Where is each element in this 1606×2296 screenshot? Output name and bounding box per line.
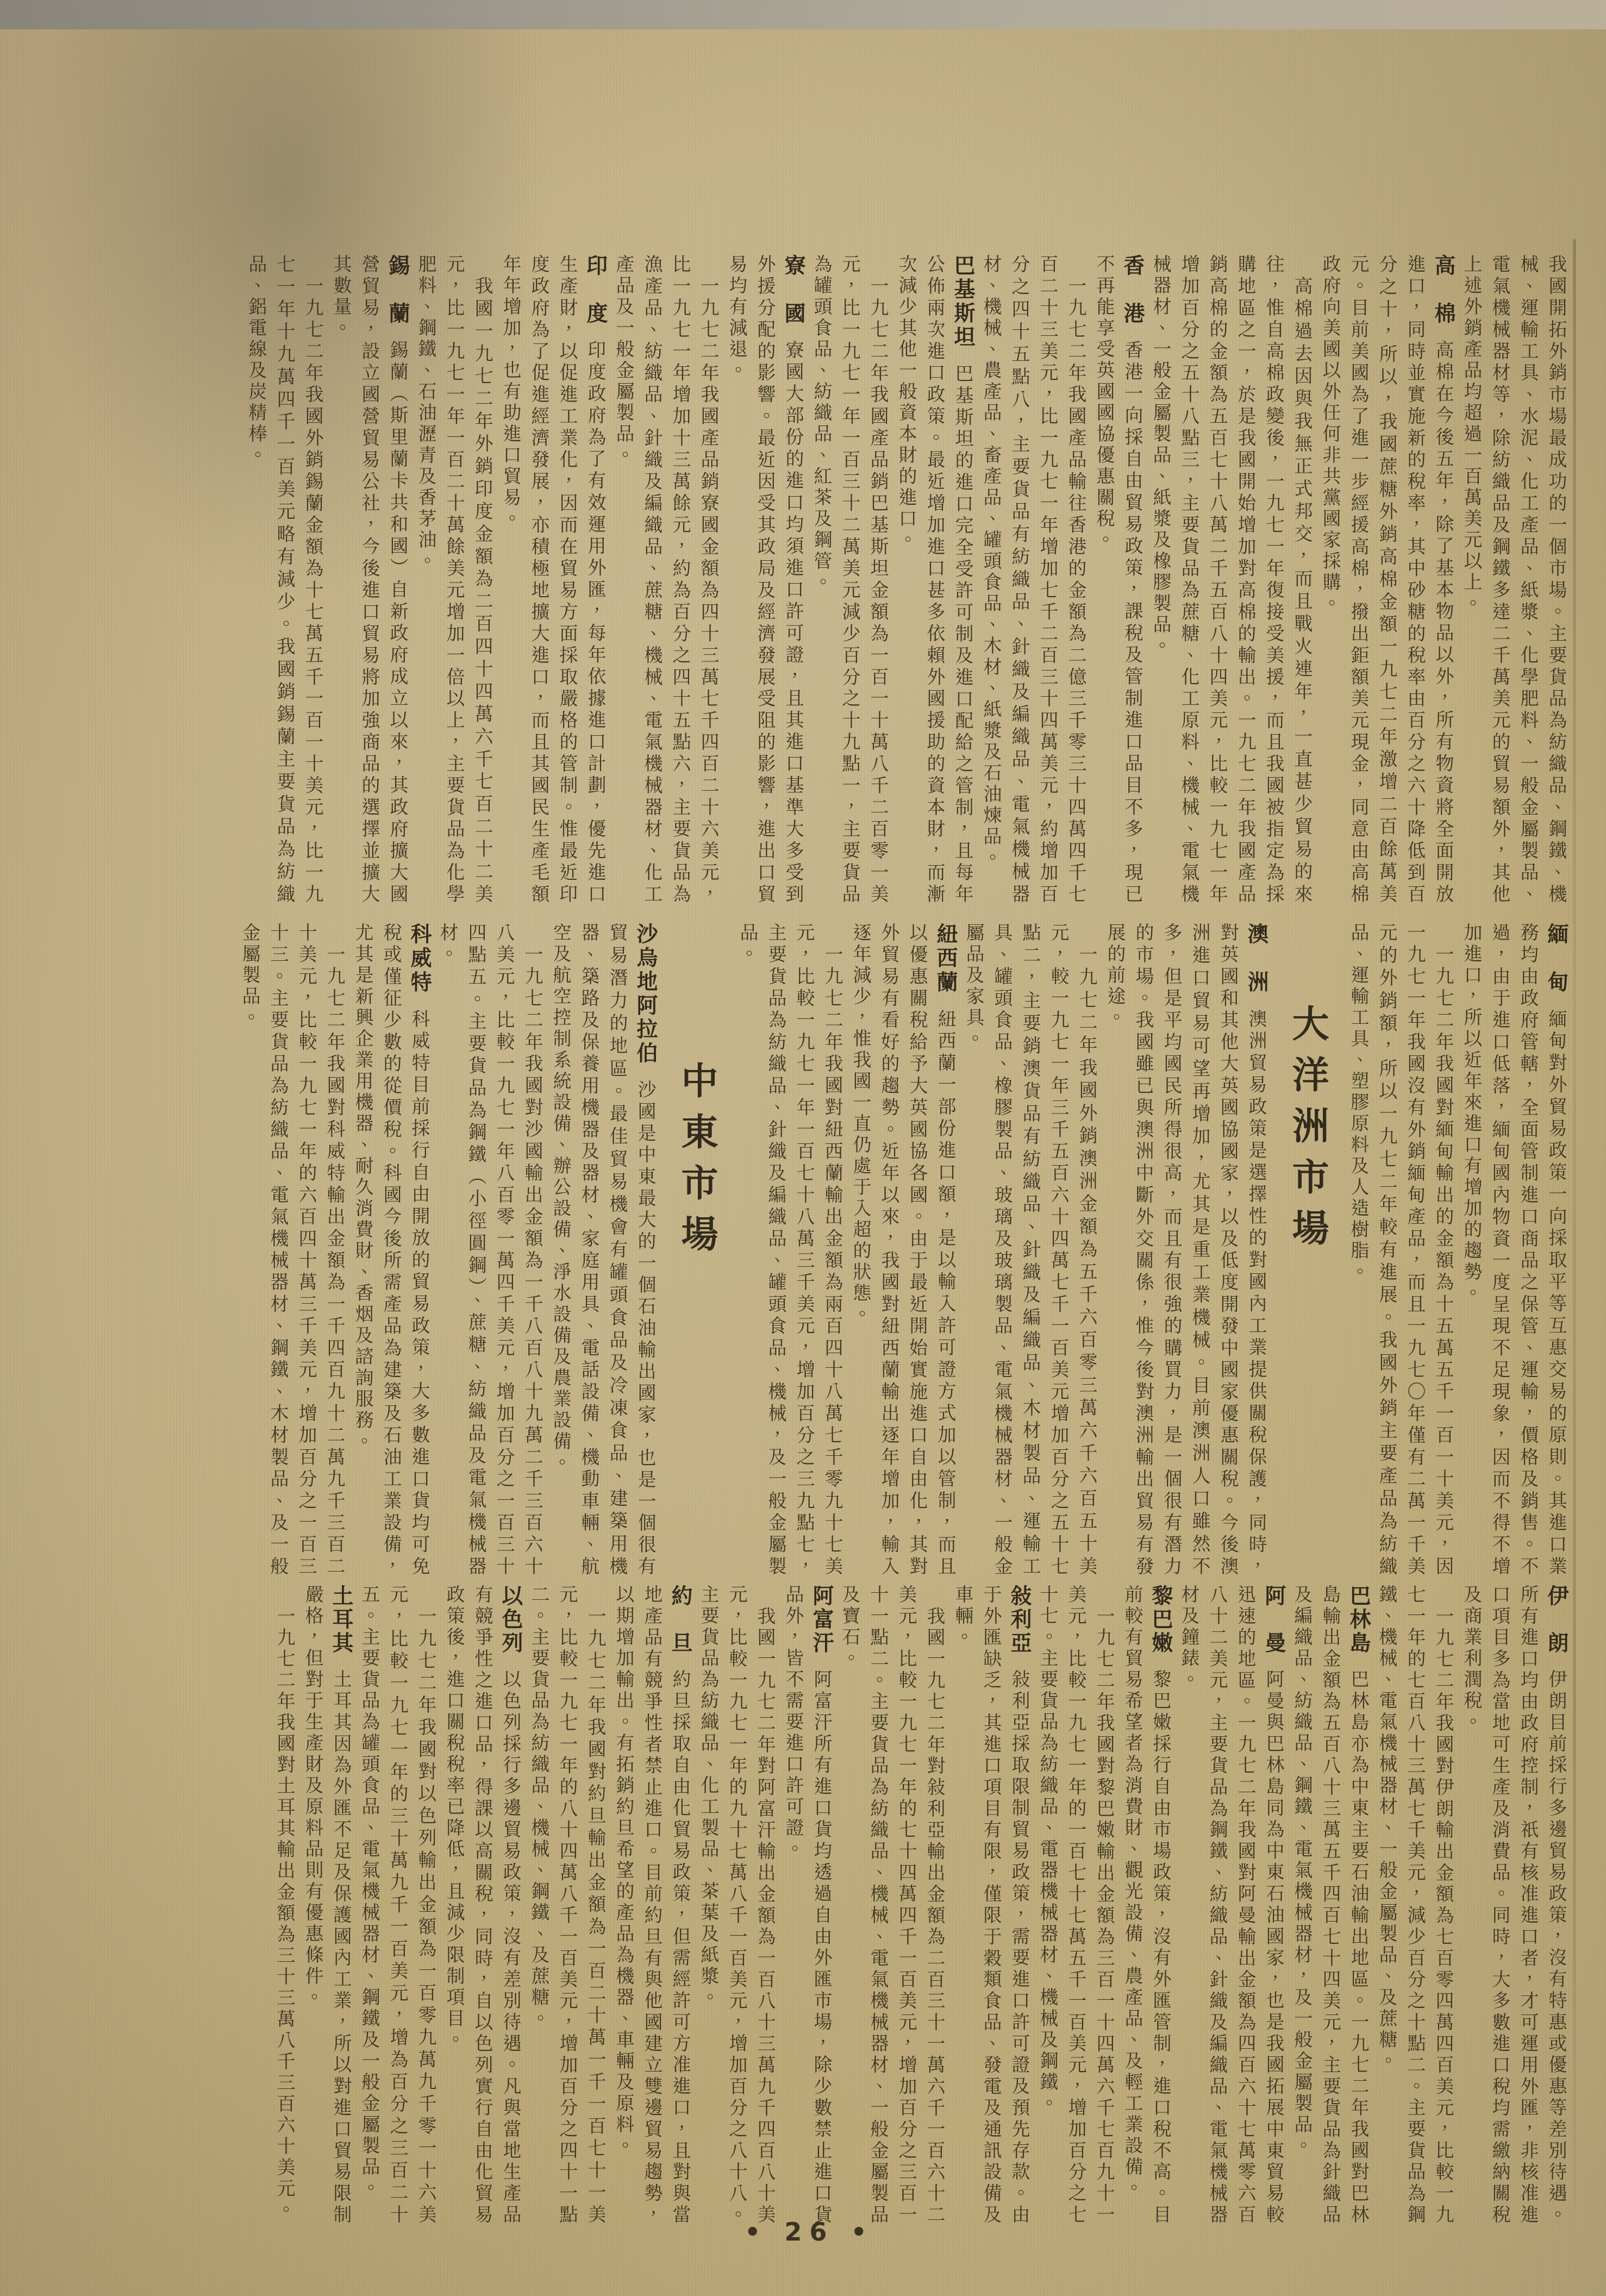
section-heading-oceania-market: 大洋洲市場 <box>1286 1004 1329 1260</box>
article-text: 科威特目前採行自由開放的貿易政策，大多數進口貨均可免稅或僅征少數的從價稅。科國今後所需產品為建築及石油工業設備，尤其是新興企業用機器、耐久消費財、香烟及諮詢服務。 <box>352 923 430 1578</box>
article-text: 澳洲貿易政策是選擇性的對國內工業提供關稅保護，同時，對英國和其他大英國協國家，以及低度開發中國家優惠關稅。今後澳洲進口貿易可望再增加，尤其是重工業機械。目前澳洲人口雖然不多，但是平均國民所得很高，而且有很強的購買力，是一個很有潛力的市場。我國雖已與澳洲中斷外交關係，惟今後對澳洲輸出貿易有發展的前途。 <box>1104 923 1267 1578</box>
country-heading-jordan: 約 旦 <box>668 1585 692 1656</box>
article-pakistan-p2: 一九七二年我國產品銷巴基斯坦金額為一百一十萬八千二百零一美元，比一九七一年一百三十二萬美元減少百分之十九點一，主要貨品為罐頭食品、紡織品、紅茶及鋼管。 <box>810 254 889 905</box>
country-heading-bahrain: 巴林島 <box>1346 1585 1371 1656</box>
article-syria <box>948 1585 1033 2226</box>
article-israel-p2: 一九七二年我國對以色列輸出金額為一百零九萬九千零一十六美元，比較一九七一年的三十萬九千一百美元，增為百分之三百二十五。主要貨品為罐頭食品、電氣機械器材、鋼鐵及一般金屬製品。 <box>358 1585 436 2226</box>
article-afghanistan-p2: 我國一九七二年對阿富汗輸出金額為一百八十三萬九千四百八十美元，比較一九七一年的九十七萬八千一百美元，增加百分之八十八。主要貨品為紡織品、化工製品、茶葉及紙漿。 <box>697 1585 776 2226</box>
article-saudi-arabia-p2: 一九七二年我國對沙國輸出金額為一千八百八十九萬二千三百六十八美元，比較一九七一年八百零一萬四千美元，增加百分之一百三十四點五。主要貨品為鋼鐵（小徑圓鋼）、蔗糖、紡織品及電氣機械器材。 <box>436 923 543 1578</box>
article-text: 阿富汗所有進口貨均透過自由外匯市場，除少數禁止進口貨品外，皆不需要進口許可證。 <box>782 1585 832 2226</box>
article-text: 錫蘭（斯里蘭卡共和國）自新政府成立以來，其政府擴大國營貿易，設立國營貿易公社，今後進口貿易將加強商品的選擇並擴大其數量。 <box>330 254 408 905</box>
article-lebanon <box>1118 1585 1174 2226</box>
article-israel <box>440 1585 524 2226</box>
article-pakistan <box>892 254 977 905</box>
country-heading-india: 印 度 <box>583 254 608 327</box>
article-jordan <box>609 1585 694 2226</box>
country-heading-kuwait: 科威特 <box>407 923 432 995</box>
article-text: 紐西蘭一部份進口額，是以輸入許可證方式加以管制，而且以優惠關稅給予大英國協各國。由于最近開始實施進口自由化，其對外貿易有看好的趨勢。近年以來，我國對紐西蘭輸出逐年增加，輸入逐年減少，惟我國一直仍處于入超的狀態。 <box>849 923 956 1578</box>
article-text: 沙國是中東最大的一個石油輸出國家，也是一個很有貿易潛力的地區。最佳貿易機會有罐頭食品及冷凍食品、建築用機器、築路及保養用機器及器材、家庭用具、電話設備、機動車輛、航空及航空控制系統設備、辦公設備、淨水設備及農業設備。 <box>549 923 656 1578</box>
article-bahrain <box>1288 1585 1372 2226</box>
country-heading-laos: 寮 國 <box>781 254 805 327</box>
article-text: 黎巴嫩採行自由市場政策，沒有外匯管制，進口稅不高。目前較有貿易希望者為消費財、觀光設備、農產品、及輕工業設備。 <box>1121 1585 1171 2226</box>
article-text: 土耳其因為外匯不足及保護國內工業，所以對進口貿易限制嚴格，但對于生產財及原料品則有優惠條件。 <box>302 1585 352 2226</box>
article-laos-p2: 一九七二年我國產品銷寮國金額為四十三萬七千四百二十六美元，比一九七一年增加十三萬餘元，約為百分之四十五點六，主要貨品為漁產品、紡織品、針織及編織品、蔗糖、機械、電氣機械器材、化工產品及一般金屬製品。 <box>613 254 719 905</box>
article-iran <box>1457 1585 1570 2226</box>
binding-crease <box>1573 239 1576 2206</box>
article-laos <box>722 254 807 905</box>
article-ceylon <box>327 254 411 905</box>
article-text: 印度政府為了有效運用外匯，每年依據進口計劃，優先進口生產財，以促進工業化，因而在貿易方面採取嚴格的管制。惟最近印度政府為了促進經濟發展，亦積極地擴大進口，而且其國民生產毛額年年增加，也有助進口貿易。 <box>499 254 606 905</box>
text-band-middle <box>141 923 1570 1578</box>
country-heading-israel: 以色列 <box>498 1585 523 1656</box>
country-heading-syria: 敍利亞 <box>1007 1585 1032 1656</box>
article-text: 緬甸對外貿易政策一向採取平等互惠交易的原則。其進口業務均由政府管轄，全面管制進口商品之保管、運輸，價格及銷售。不過，由于進口低落，緬甸國內物資一度呈現不足現象，因而不得不增加進口，所以近年來進口有增加的趨勢。 <box>1460 923 1567 1578</box>
article-hong-kong <box>1090 254 1146 905</box>
country-heading-cambodia: 高 棉 <box>1431 254 1455 327</box>
country-heading-burma: 緬 甸 <box>1544 923 1568 995</box>
text-band-bottom <box>141 1585 1570 2226</box>
article-cambodia-p2: 高棉過去因與我無正式邦交，而且戰火連年，一直甚少貿易的來往，惟自高棉政變後，一九七一年復接受美援，而且我國被指定為採購地區之一，於是我國開始增加對高棉的輸出。一九七二年我國產品銷高棉的金額為五百七十八萬二千五百八十四美元，比較一九七一年增加百分之五十八點三，主要貨品為蔗糖、化工原料、機械、電氣機械器材、一般金屬製品、紙漿及橡膠製品。 <box>1149 254 1313 905</box>
section-heading-middle-east-market: 中東市場 <box>675 1061 718 1266</box>
article-hong-kong-p2: 一九七二年我國產品輸往香港的金額為二億三千零三十四萬四千七百二十三美元，比一九七一年增加七千二百三十四萬美元，約增加百分之四十五點八，主要貨品有紡織品、針織及編織品、電氣機械器材、機械、農產品、畜產品、罐頭食品、木材、紙漿及石油煉品。 <box>980 254 1086 905</box>
article-burma-p2: 一九七二年我國對緬甸輸出的金額為十五萬五千一百一十美元，因一九七一年我國沒有外銷緬甸產品，而且一九七〇年僅有二萬一千美元的外銷額，所以一九七二年較有進展。我國外銷主要產品為紡織品、運輸工具、塑膠原料及人造樹脂。 <box>1347 923 1454 1578</box>
country-heading-saudi-arabia: 沙烏地阿拉伯 <box>633 923 658 1066</box>
article-lebanon-p2: 一九七二年我國對黎巴嫩輸出金額為三百一十四萬六千七百九十一美元，比較一九七一年的一百七十七萬五千一百美元，增加百分之七十七。主要貨品為紡織品、電器機械器材、機械及鋼鐵。 <box>1036 1585 1115 2226</box>
article-text: 敍利亞採取限制貿易政策，需要進口許可證及預先存款。由于外匯缺乏，其進口項目有限，僅限于穀類食品、發電及通訊設備及車輛。 <box>952 1585 1030 2226</box>
article-india-p2: 我國一九七二年外銷印度金額為二百四十四萬六千七百二十二美元，比一九七一年一百二十萬餘美元增加一倍以上，主要貨品為化學肥料、鋼鐵、石油瀝青及香茅油。 <box>415 254 493 905</box>
country-heading-iran: 伊 朗 <box>1544 1585 1568 1656</box>
page-number: • 26 • <box>745 2217 874 2247</box>
country-heading-turkey: 土耳其 <box>329 1585 353 1656</box>
article-australia <box>1101 923 1270 1578</box>
article-burma <box>1457 923 1570 1578</box>
country-heading-australia: 澳 洲 <box>1244 923 1268 995</box>
scanner-edge-strip <box>0 0 1606 29</box>
article-afghanistan <box>779 1585 835 2226</box>
article-text: 高棉在今後五年，除了基本物品以外，所有物資將全面開放進口，同時並實施新的稅率，其中砂糖的稅率由百分之六十降低到百分之十，所以，我國蔗糖外銷高棉金額一九七二年激增二百餘萬美元。目前美國為了進一步經援高棉，撥出鉅額美元現金，同意由高棉政府向美國以外任何非共黨國家採購。 <box>1319 254 1454 905</box>
article-ceylon-p2: 一九七二年我國外銷錫蘭金額為十七萬五千一百一十美元，比一九七一年十九萬四千一百美元略有減少。我國銷錫蘭主要貨品為紡織品、鋁電線及炭精棒。 <box>245 254 323 905</box>
article-iran-p2: 一九七二年我國對伊朗輸出金額為七百零四萬四百美元，比較一九七一年的七百八十三萬七千美元，減少百分之十點二。主要貨品為鋼鐵、機械、電氣機械器材、一般金屬製品、及蔗糖。 <box>1376 1585 1454 2226</box>
article-text: 寮國大部份的進口均須進口許可證，且其進口基準大多受到外援分配的影響。最近因受其政局及經濟發展受阻的影響，進出口貿易均有減退。 <box>726 254 804 905</box>
country-heading-pakistan: 巴基斯坦 <box>951 254 975 350</box>
article-text: 以色列採行多邊貿易政策，沒有差別待遇。凡與當地生產品有競爭性之進口品，得課以高關稅，同時，自以色列實行自由化貿易政策後，進口關稅稅率已降低，且減少限制項目。 <box>443 1585 521 2226</box>
article-india <box>496 254 609 905</box>
article-text: 香港一向採自由貿易政策，課稅及管制進口品目不多，現已不再能享受英國國協優惠關稅。 <box>1093 254 1143 905</box>
country-heading-lebanon: 黎巴嫩 <box>1148 1585 1173 1656</box>
article-saudi-arabia <box>546 923 659 1578</box>
article-turkey <box>298 1585 355 2226</box>
article-cambodia <box>1316 254 1457 905</box>
article-australia-p2: 一九七二年我國外銷澳洲金額為五千六百零三萬六千六百五十美元，較一九七一年三千五百六十四萬七千一百美元增加百分之五十七點二，主要銷澳貨品有紡織品、針織及編織品、木材製品、運輸工具、罐頭食品、橡膠製品、玻璃及玻璃製品、電氣機械器材、一般金屬品及家具。 <box>963 923 1097 1578</box>
intro-continuation: 我國開拓外銷市場最成功的一個市場。主要貨品為紡織品、鋼鐵、機械、運輸工具、水泥、化工產品、紙漿、化學肥料、一般金屬製品、電氣機械器材等，除紡織品及鋼鐵多達二千萬美元的貿易額外，其他上述外銷產品均超過一百萬美元以上。 <box>1460 254 1567 905</box>
text-band-top <box>141 254 1570 905</box>
country-heading-ceylon: 錫 蘭 <box>385 254 410 327</box>
article-new-zealand <box>846 923 959 1578</box>
article-jordan-p2: 一九七二年我國對約旦輸出金額為一百二十萬一千一百七十一美元，比較一九七一年的八十四萬八千一百美元，增加百分之四十一點二。主要貨品為紡織品、機械、鋼鐵、及蔗糖。 <box>528 1585 606 2226</box>
country-heading-hong-kong: 香 港 <box>1120 254 1145 327</box>
article-oman <box>1174 1585 1288 2226</box>
article-text: 巴基斯坦的進口完全受許可制及進口配給之管制，且每年公佈兩次進口政策。最近增加進口甚多依賴外國援助的資本財，而漸次減少其他一般資本財的進口。 <box>895 254 973 905</box>
article-new-zealand-p2: 一九七二年我國對紐西蘭輸出金額為兩百四十八萬七千零九十七美元，比較一九七一年一百七十八萬三千美元，增加百分之三九點七，主要貨品為紡織品、針織及編織品、罐頭食品、機械，及一般金屬製品。 <box>736 923 843 1578</box>
article-syria-p2: 我國一九七二年對敍利亞輸出金額為二百三十一萬六千一百六十二美元，比較一九七一年的七十四萬四千一百美元，增加百分之三百一十一點二。主要貨品為紡織品、機械、電氣機械器材、一般金屬製品及寶石。 <box>839 1585 945 2226</box>
country-heading-afghanistan: 阿富汗 <box>809 1585 834 1656</box>
article-kuwait <box>348 923 433 1578</box>
article-text: 阿曼與巴林島同為中東石油國家，也是我國拓展中東貿易較迅速的地區。一九七二年我國對阿曼輸出金額為四百六十七萬零六百八十二美元，主要貨品為鋼鐵、紡織品、針織及編織品、電氣機械器材及鐘錶。 <box>1178 1585 1284 2226</box>
article-text: 巴林島亦為中東主要石油輸出地區。一九七二年我國對巴林島輸出金額為五百八十三萬五千四百七十四美元，主要貨品為針織品及編織品、紡織品、鋼鐵、電氣機械器材，及一般金屬製品。 <box>1291 1585 1369 2226</box>
article-text: 約旦採取自由化貿易政策，但需經許可方准進口，且對與當地產品有競爭性者禁止進口。目前約旦有與他國建立雙邊貿易趨勢，以期增加輸出。有拓銷約旦希望的產品為機器、車輛及原料。 <box>613 1585 691 2226</box>
article-turkey-p2: 一九七二年我國對土耳其輸出金額為三十三萬八千三百六十美元。 <box>273 1606 295 2221</box>
article-text: 伊朗目前採行多邊貿易政策，沒有特惠或優惠等差別待遇。所有進口均由政府控制，祇有核准進口者，才可運用外匯，非核准進口項目多為當地可生產及消費品。同時，大多數進口稅均需繳納關稅及商業利潤稅。 <box>1460 1585 1567 2226</box>
article-kuwait-p2: 一九七二年我國對科威特輸出金額為一千四百九十二萬九千三百二十美元，比較一九七一年的六百四十萬三千美元，增加百分之一百三十三。主要貨品為紡織品、電氣機械器材、鋼鐵、木材製品、及一般金屬製品。 <box>239 923 345 1578</box>
country-heading-new-zealand: 紐西蘭 <box>933 923 958 995</box>
country-heading-oman: 阿 曼 <box>1261 1585 1286 1656</box>
